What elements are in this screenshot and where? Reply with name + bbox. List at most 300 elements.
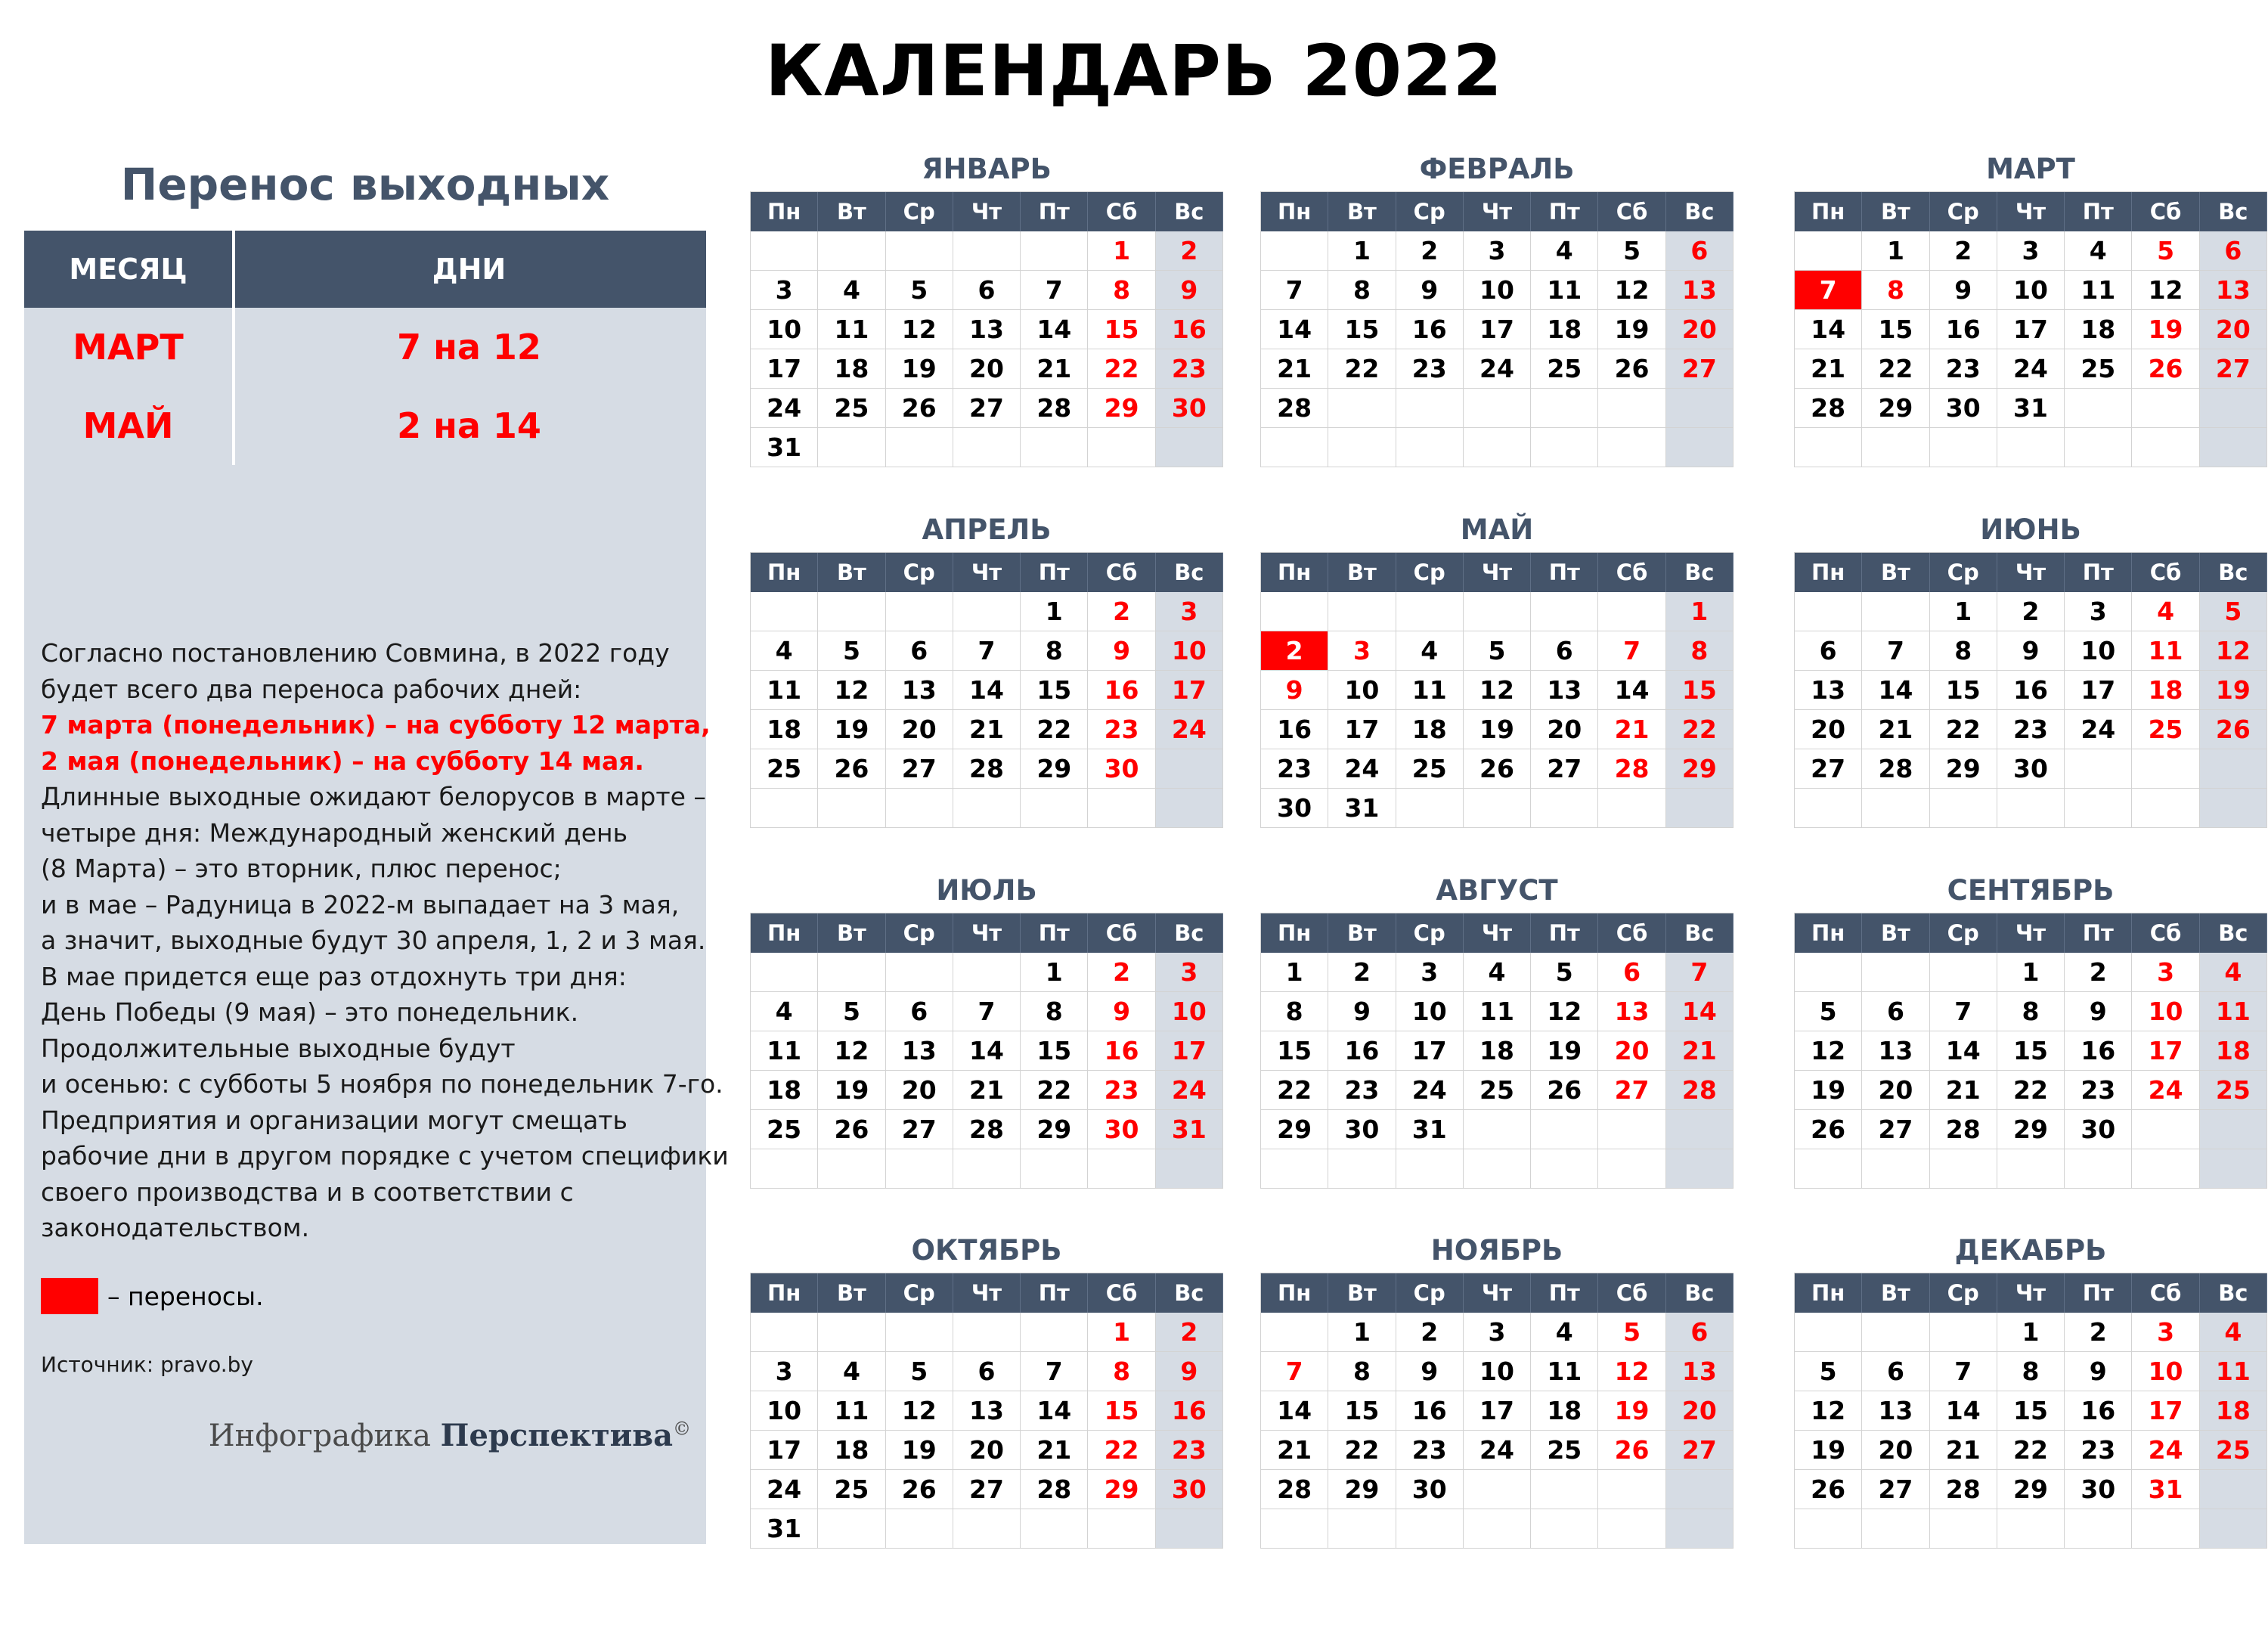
weekday-header: Пн [751,192,818,231]
info-text-line: (8 Марта) – это вторник, плюс перенос; [41,854,562,883]
empty-cell [751,231,818,271]
empty-cell [2132,1110,2199,1149]
day-cell: 1 [1021,592,1088,631]
day-cell: 22 [1666,710,1734,749]
day-cell: 22 [1328,1431,1396,1470]
day-cell: 17 [1156,1031,1223,1071]
day-cell: 25 [818,389,885,428]
day-cell: 6 [1862,992,1929,1031]
weekday-header: Пт [2065,913,2132,953]
empty-cell [2132,1149,2199,1189]
day-cell: 5 [1531,953,1598,992]
day-cell: 1 [1997,1313,2065,1352]
month-name: ИЮНЬ [1980,513,2081,546]
weekday-header: Сб [2132,192,2199,231]
day-cell: 20 [1862,1071,1929,1110]
day-cell: 12 [818,671,885,710]
weekday-header: Пн [1795,553,1862,592]
month-name: ЯНВАРЬ [922,153,1052,185]
legend-label: – переносы. [107,1281,264,1311]
day-cell: 4 [2065,231,2132,271]
info-text-line: и в мае – Радуница в 2022-м выпадает на 3 мая, [41,889,680,919]
day-cell: 31 [1328,789,1396,828]
day-cell: 12 [1598,1352,1665,1391]
empty-cell [1261,1313,1328,1352]
empty-cell [1396,592,1464,631]
month-name: АВГУСТ [1436,874,1558,907]
month-days-grid [1794,552,2267,828]
weekday-header: Вт [1862,553,1929,592]
day-cell: 9 [1156,1352,1223,1391]
day-cell: 15 [1930,671,1997,710]
empty-cell [2200,1509,2267,1549]
day-cell: 16 [1156,310,1223,349]
empty-cell [1531,789,1598,828]
transfers-table [24,231,706,465]
empty-cell [1328,592,1396,631]
day-cell: 28 [1795,389,1862,428]
day-cell: 4 [1531,1313,1598,1352]
empty-cell [1795,1149,1862,1189]
day-cell: 20 [1598,1031,1665,1071]
day-cell: 27 [953,389,1021,428]
empty-cell [1598,789,1665,828]
empty-cell [1795,953,1862,992]
empty-cell [1997,789,2065,828]
day-cell: 19 [886,1431,953,1470]
day-cell: 14 [953,671,1021,710]
transfer-month: МАРТ [73,327,184,367]
month-calendar [750,147,1223,467]
day-cell: 15 [1997,1391,2065,1431]
info-text-line: рабочие дни в другом порядке с учетом специфики [41,1141,729,1171]
month-name: ФЕВРАЛЬ [1419,153,1575,185]
empty-cell [1666,389,1734,428]
day-cell: 26 [1795,1470,1862,1509]
day-cell: 2 [2065,953,2132,992]
info-text-line: четыре дня: Международный женский день [41,817,628,848]
month-days-grid [750,552,1223,828]
empty-cell [953,592,1021,631]
legend [41,1278,264,1314]
day-cell: 21 [953,1071,1021,1110]
empty-cell [953,1313,1021,1352]
empty-cell [1531,428,1598,467]
empty-cell [2065,1149,2132,1189]
day-cell: 7 [1862,631,1929,671]
day-cell: 19 [1464,710,1531,749]
weekday-header: Чт [953,1273,1021,1313]
day-cell: 4 [1396,631,1464,671]
day-cell: 3 [751,1352,818,1391]
source-text: Источник: pravo.by [41,1352,253,1377]
weekday-header: Чт [953,913,1021,953]
day-cell: 27 [2200,349,2267,389]
empty-cell [2200,1470,2267,1509]
empty-cell [1464,428,1531,467]
empty-cell [1328,1149,1396,1189]
day-cell: 6 [1666,231,1734,271]
empty-cell [1795,1509,1862,1549]
day-cell: 26 [1531,1071,1598,1110]
day-cell: 31 [2132,1470,2199,1509]
day-cell: 15 [1328,1391,1396,1431]
day-cell: 13 [953,310,1021,349]
day-cell: 9 [1997,631,2065,671]
empty-cell [1666,1110,1734,1149]
weekday-header: Сб [1088,192,1155,231]
empty-cell [1261,592,1328,631]
month-name: ИЮЛЬ [936,874,1037,907]
day-cell: 28 [953,1110,1021,1149]
day-cell: 30 [1930,389,1997,428]
day-cell: 3 [1156,953,1223,992]
day-cell: 27 [1862,1470,1929,1509]
empty-cell [2065,749,2132,789]
weekday-header: Ср [1930,192,1997,231]
weekday-header: Сб [1088,913,1155,953]
day-cell: 24 [2065,710,2132,749]
day-cell: 2 [1156,1313,1223,1352]
day-cell: 4 [818,1352,885,1391]
info-text-line: 2 мая (понедельник) – на субботу 14 мая. [41,746,644,776]
day-cell: 16 [1088,671,1155,710]
weekday-header: Пн [751,913,818,953]
day-cell: 10 [1396,992,1464,1031]
day-cell: 24 [751,1470,818,1509]
day-cell: 8 [1261,992,1328,1031]
day-cell: 18 [1464,1031,1531,1071]
weekday-header: Вт [818,192,885,231]
empty-cell [818,1509,885,1549]
weekday-header: Вс [2200,1273,2267,1313]
weekday-header: Сб [1088,1273,1155,1313]
month-days-grid [750,191,1223,467]
empty-cell [2200,389,2267,428]
day-cell: 5 [2200,592,2267,631]
day-cell: 1 [1088,231,1155,271]
info-text-line: а значит, выходные будут 30 апреля, 1, 2 и 3 мая. [41,926,706,955]
day-cell: 20 [1666,310,1734,349]
empty-cell [818,592,885,631]
day-cell: 10 [1464,271,1531,310]
day-cell: 1 [1862,231,1929,271]
day-cell: 9 [2065,992,2132,1031]
day-cell: 23 [1930,349,1997,389]
empty-cell [818,953,885,992]
day-cell: 23 [2065,1071,2132,1110]
day-cell: 8 [1997,1352,2065,1391]
empty-cell [1862,1509,1929,1549]
weekday-header: Пт [1531,192,1598,231]
empty-cell [1531,1470,1598,1509]
empty-cell [1862,789,1929,828]
day-cell: 1 [1261,953,1328,992]
empty-cell [2200,749,2267,789]
day-cell: 14 [1261,1391,1328,1431]
day-cell: 25 [751,749,818,789]
month-name: СЕНТЯБРЬ [1947,874,2115,907]
day-cell: 21 [953,710,1021,749]
day-cell: 12 [1464,671,1531,710]
day-cell: 21 [1261,1431,1328,1470]
month-name: ДЕКАБРЬ [1954,1234,2107,1267]
day-cell: 7 [1261,1352,1328,1391]
day-cell: 16 [1088,1031,1155,1071]
day-cell: 24 [1156,710,1223,749]
info-panel [24,231,729,1544]
day-cell: 11 [751,1031,818,1071]
day-cell: 14 [1261,310,1328,349]
day-cell: 18 [818,349,885,389]
day-cell: 15 [1261,1031,1328,1071]
day-cell: 12 [886,310,953,349]
empty-cell [1156,428,1223,467]
day-cell: 19 [1598,310,1665,349]
day-cell: 6 [1795,631,1862,671]
day-cell: 19 [818,710,885,749]
day-cell: 14 [1862,671,1929,710]
day-cell: 8 [1328,271,1396,310]
weekday-header: Пт [2065,192,2132,231]
day-cell: 11 [818,1391,885,1431]
day-cell: 3 [2132,1313,2199,1352]
day-cell: 20 [953,349,1021,389]
day-cell: 1 [1328,231,1396,271]
day-cell: 16 [1997,671,2065,710]
empty-cell [1930,1509,1997,1549]
weekday-header: Чт [1464,1273,1531,1313]
day-cell: 3 [1997,231,2065,271]
day-cell: 29 [1666,749,1734,789]
weekday-header: Пн [1261,1273,1328,1313]
day-cell: 29 [1997,1470,2065,1509]
empty-cell [1261,1509,1328,1549]
day-cell: 1 [1997,953,2065,992]
month-days-grid [750,913,1223,1189]
day-cell: 2 [1088,953,1155,992]
month-calendar [1260,508,1734,828]
weekday-header: Ср [1930,913,1997,953]
day-cell: 2 [1997,592,2065,631]
weekday-header: Ср [886,553,953,592]
day-cell: 4 [2200,1313,2267,1352]
day-cell: 15 [1997,1031,2065,1071]
day-cell: 9 [1261,671,1328,710]
empty-cell [953,428,1021,467]
weekday-header: Сб [1598,553,1665,592]
transfers-table-header [24,231,706,308]
day-cell: 29 [1930,749,1997,789]
day-cell: 8 [1088,271,1155,310]
empty-cell [1021,789,1088,828]
day-cell: 25 [818,1470,885,1509]
day-cell: 5 [1795,992,1862,1031]
day-cell: 24 [1156,1071,1223,1110]
weekday-header: Вт [818,1273,885,1313]
weekday-header: Ср [1396,553,1464,592]
day-cell: 22 [1261,1071,1328,1110]
day-cell: 21 [1666,1031,1734,1071]
empty-cell [1261,231,1328,271]
empty-cell [1021,1313,1088,1352]
day-cell: 13 [1795,671,1862,710]
day-cell: 6 [886,631,953,671]
day-cell: 3 [1156,592,1223,631]
empty-cell [1930,1313,1997,1352]
empty-cell [1598,1470,1665,1509]
day-cell: 17 [1396,1031,1464,1071]
day-cell: 9 [1396,1352,1464,1391]
empty-cell [886,1313,953,1352]
day-cell: 27 [1666,1431,1734,1470]
empty-cell [1795,231,1862,271]
weekday-header: Пт [1021,1273,1088,1313]
day-cell: 8 [1930,631,1997,671]
day-cell: 10 [1997,271,2065,310]
day-cell: 18 [1531,310,1598,349]
weekday-header: Ср [886,1273,953,1313]
day-cell: 18 [1531,1391,1598,1431]
day-cell: 22 [1021,710,1088,749]
day-cell: 2 [1261,631,1328,671]
day-cell: 14 [1021,310,1088,349]
day-cell: 21 [1598,710,1665,749]
empty-cell [2132,428,2199,467]
weekday-header: Вт [1862,913,1929,953]
day-cell: 14 [1930,1031,1997,1071]
day-cell: 1 [1930,592,1997,631]
empty-cell [1930,428,1997,467]
day-cell: 13 [1598,992,1665,1031]
empty-cell [1156,1509,1223,1549]
day-cell: 22 [1997,1071,2065,1110]
empty-cell [2200,1149,2267,1189]
day-cell: 31 [1396,1110,1464,1149]
info-text-line: Продолжительные выходные будут [41,1033,516,1063]
day-cell: 1 [1328,1313,1396,1352]
day-cell: 8 [1997,992,2065,1031]
day-cell: 6 [2200,231,2267,271]
transfers-row [24,386,706,465]
weekday-header: Вс [2200,192,2267,231]
weekday-header: Пн [1795,192,1862,231]
empty-cell [751,1313,818,1352]
day-cell: 12 [818,1031,885,1071]
day-cell: 16 [1156,1391,1223,1431]
day-cell: 3 [1464,1313,1531,1352]
day-cell: 23 [1156,1431,1223,1470]
weekday-header: Пт [1531,1273,1598,1313]
weekday-header: Пт [1021,553,1088,592]
day-cell: 24 [2132,1431,2199,1470]
empty-cell [2132,1509,2199,1549]
day-cell: 17 [1464,310,1531,349]
empty-cell [1464,1149,1531,1189]
day-cell: 19 [1531,1031,1598,1071]
day-cell: 7 [1930,992,1997,1031]
day-cell: 12 [1795,1031,1862,1071]
empty-cell [751,953,818,992]
day-cell: 22 [1088,349,1155,389]
day-cell: 20 [953,1431,1021,1470]
empty-cell [2132,749,2199,789]
empty-cell [1862,592,1929,631]
day-cell: 12 [2132,271,2199,310]
day-cell: 10 [2132,1352,2199,1391]
day-cell: 27 [886,749,953,789]
day-cell: 24 [1328,749,1396,789]
month-calendar [1794,1229,2267,1549]
empty-cell [818,789,885,828]
day-cell: 5 [886,1352,953,1391]
day-cell: 23 [1997,710,2065,749]
day-cell: 21 [1930,1431,1997,1470]
weekday-header: Сб [2132,1273,2199,1313]
empty-cell [818,231,885,271]
day-cell: 28 [1666,1071,1734,1110]
empty-cell [1088,1149,1155,1189]
empty-cell [1464,1509,1531,1549]
day-cell: 9 [2065,1352,2132,1391]
day-cell: 14 [1930,1391,1997,1431]
day-cell: 26 [2132,349,2199,389]
month-days-grid [1260,191,1734,467]
column-header-days: ДНИ [232,231,703,308]
day-cell: 30 [2065,1110,2132,1149]
day-cell: 22 [1088,1431,1155,1470]
day-cell: 27 [886,1110,953,1149]
empty-cell [1156,789,1223,828]
day-cell: 26 [886,389,953,428]
empty-cell [1666,1149,1734,1189]
info-text-line: Предприятия и организации могут смещать [41,1105,627,1135]
day-cell: 3 [2065,592,2132,631]
day-cell: 5 [886,271,953,310]
day-cell: 26 [2200,710,2267,749]
day-cell: 14 [1021,1391,1088,1431]
day-cell: 18 [818,1431,885,1470]
transfer-month: МАЙ [82,405,174,446]
day-cell: 13 [1666,1352,1734,1391]
day-cell: 22 [1930,710,1997,749]
empty-cell [1156,1149,1223,1189]
transfers-heading: Перенос выходных [120,159,610,210]
day-cell: 22 [1862,349,1929,389]
day-cell: 4 [751,631,818,671]
weekday-header: Вт [818,553,885,592]
empty-cell [1531,389,1598,428]
empty-cell [1328,428,1396,467]
day-cell: 3 [1328,631,1396,671]
day-cell: 29 [1328,1470,1396,1509]
day-cell: 4 [751,992,818,1031]
weekday-header: Чт [953,553,1021,592]
empty-cell [1598,1110,1665,1149]
month-name: АПРЕЛЬ [922,513,1052,546]
day-cell: 4 [1464,953,1531,992]
day-cell: 6 [1598,953,1665,992]
day-cell: 19 [818,1071,885,1110]
day-cell: 23 [1088,710,1155,749]
day-cell: 2 [1328,953,1396,992]
day-cell: 21 [1261,349,1328,389]
day-cell: 29 [1021,1110,1088,1149]
weekday-header: Ср [1930,553,1997,592]
day-cell: 11 [1531,1352,1598,1391]
day-cell: 18 [1396,710,1464,749]
day-cell: 25 [1464,1071,1531,1110]
